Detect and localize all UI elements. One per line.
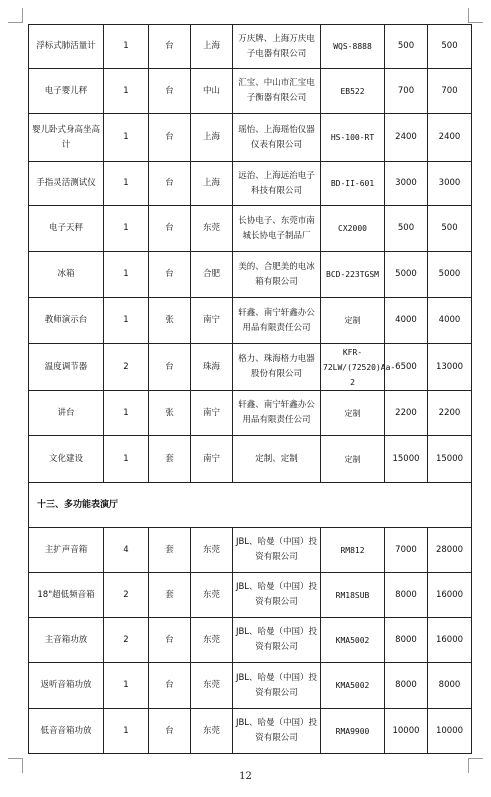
cell-origin: 东莞 <box>191 528 233 573</box>
cell-qty: 1 <box>104 663 149 709</box>
cell-name: 低音音箱功放 <box>29 709 104 754</box>
cell-name: 浮标式肺活量计 <box>29 25 104 69</box>
cell-model: BCD-223TGSM <box>321 252 385 298</box>
cell-model: KMA5002 <box>321 618 385 663</box>
cell-model: RM18SUB <box>321 573 385 618</box>
cell-price: 8000 <box>385 663 428 709</box>
cell-name: 文化建设 <box>29 436 104 483</box>
cell-price: 500 <box>385 25 428 69</box>
table-row <box>29 206 472 252</box>
cell-unit: 台 <box>149 663 191 709</box>
table-row <box>29 391 472 436</box>
cell-total: 2200 <box>428 391 472 436</box>
cell-model: CX2000 <box>321 206 385 252</box>
cell-origin: 上海 <box>191 114 233 162</box>
cell-unit: 台 <box>149 618 191 663</box>
cell-qty: 1 <box>104 206 149 252</box>
equipment-table <box>28 24 472 754</box>
cell-unit: 张 <box>149 298 191 344</box>
cell-name: 婴儿卧式身高坐高计 <box>29 114 104 162</box>
cell-mfr: 长协电子、东莞市南城长协电子制品厂 <box>233 206 321 252</box>
cell-unit: 台 <box>149 69 191 114</box>
cell-origin: 南宁 <box>191 298 233 344</box>
cell-total: 16000 <box>428 573 472 618</box>
cell-price: 5000 <box>385 252 428 298</box>
cell-qty: 1 <box>104 391 149 436</box>
cell-total: 4000 <box>428 298 472 344</box>
cell-origin: 东莞 <box>191 709 233 754</box>
cell-mfr: 汇宝、中山市汇宝电子衡器有限公司 <box>233 69 321 114</box>
cell-name: 18"超低频音箱 <box>29 573 104 618</box>
cell-total: 10000 <box>428 709 472 754</box>
table-row <box>29 162 472 206</box>
cell-name: 讲台 <box>29 391 104 436</box>
cell-unit: 台 <box>149 709 191 754</box>
cell-total: 500 <box>428 206 472 252</box>
table-row <box>29 69 472 114</box>
cell-origin: 中山 <box>191 69 233 114</box>
cell-name: 教师演示台 <box>29 298 104 344</box>
cell-mfr: 轩鑫、南宁轩鑫办公用品有限责任公司 <box>233 391 321 436</box>
cell-origin: 合肥 <box>191 252 233 298</box>
cell-total: 28000 <box>428 528 472 573</box>
cell-mfr: 定制、定制 <box>233 436 321 483</box>
table-row <box>29 528 472 573</box>
cell-unit: 台 <box>149 344 191 391</box>
cell-origin: 南宁 <box>191 391 233 436</box>
cell-name: 手指灵活测试仪 <box>29 162 104 206</box>
cell-model: WQS-8888 <box>321 25 385 69</box>
cell-qty: 1 <box>104 162 149 206</box>
table-row <box>29 252 472 298</box>
cell-model: RM812 <box>321 528 385 573</box>
cell-price: 15000 <box>385 436 428 483</box>
cell-origin: 珠海 <box>191 344 233 391</box>
cell-total: 16000 <box>428 618 472 663</box>
cell-price: 2400 <box>385 114 428 162</box>
cell-mfr: 格力、珠海格力电器股份有限公司 <box>233 344 321 391</box>
cell-qty: 1 <box>104 69 149 114</box>
cell-mfr: JBL、哈曼（中国）投资有限公司 <box>233 573 321 618</box>
table-row <box>29 114 472 162</box>
cell-origin: 东莞 <box>191 206 233 252</box>
cell-price: 3000 <box>385 162 428 206</box>
table-row <box>29 663 472 709</box>
cell-price: 700 <box>385 69 428 114</box>
cell-price: 8000 <box>385 573 428 618</box>
cell-qty: 2 <box>104 573 149 618</box>
cell-origin: 南宁 <box>191 436 233 483</box>
cell-price: 8000 <box>385 618 428 663</box>
cell-qty: 2 <box>104 618 149 663</box>
cell-mfr: 瑶怡、上海瑶怡仪器仪表有限公司 <box>233 114 321 162</box>
cell-total: 700 <box>428 69 472 114</box>
cell-model: KMA5002 <box>321 663 385 709</box>
cell-qty: 1 <box>104 436 149 483</box>
cell-model: EB522 <box>321 69 385 114</box>
cell-origin: 上海 <box>191 162 233 206</box>
table-row <box>29 573 472 618</box>
table-body-first <box>29 25 472 483</box>
cell-mfr: JBL、哈曼（中国）投资有限公司 <box>233 618 321 663</box>
cell-unit: 台 <box>149 162 191 206</box>
cell-total: 13000 <box>428 344 472 391</box>
cell-unit: 台 <box>149 252 191 298</box>
cell-mfr: JBL、哈曼（中国）投资有限公司 <box>233 663 321 709</box>
cell-model: 定制 <box>321 298 385 344</box>
table-row <box>29 709 472 754</box>
table-row <box>29 298 472 344</box>
cell-origin: 东莞 <box>191 663 233 709</box>
cell-unit: 套 <box>149 573 191 618</box>
cell-qty: 4 <box>104 528 149 573</box>
cell-total: 5000 <box>428 252 472 298</box>
cell-price: 4000 <box>385 298 428 344</box>
cell-qty: 1 <box>104 709 149 754</box>
cell-origin: 东莞 <box>191 573 233 618</box>
cell-unit: 台 <box>149 114 191 162</box>
cell-total: 500 <box>428 25 472 69</box>
cell-model: 定制 <box>321 436 385 483</box>
table-row <box>29 25 472 69</box>
cell-qty: 2 <box>104 344 149 391</box>
cell-qty: 1 <box>104 252 149 298</box>
crop-mark-top-right <box>468 8 483 23</box>
cell-total: 8000 <box>428 663 472 709</box>
cell-qty: 1 <box>104 298 149 344</box>
cell-total: 2400 <box>428 114 472 162</box>
cell-model: HS-100-RT <box>321 114 385 162</box>
cell-name: 电子天秤 <box>29 206 104 252</box>
table-row <box>29 618 472 663</box>
page-number: 12 <box>239 771 252 782</box>
cell-unit: 套 <box>149 436 191 483</box>
cell-mfr: 轩鑫、南宁轩鑫办公用品有限责任公司 <box>233 298 321 344</box>
cell-name: 主音箱功放 <box>29 618 104 663</box>
cell-total: 3000 <box>428 162 472 206</box>
cell-name: 温度调节器 <box>29 344 104 391</box>
cell-total: 15000 <box>428 436 472 483</box>
cell-model: KFR-72LW/(72520)Aa-2 <box>321 344 385 391</box>
cell-mfr: JBL、哈曼（中国）投资有限公司 <box>233 709 321 754</box>
cell-mfr: 美的、合肥美的电冰箱有限公司 <box>233 252 321 298</box>
table-row <box>29 436 472 483</box>
cell-mfr: 远治、上海远治电子科技有限公司 <box>233 162 321 206</box>
cell-mfr: JBL、哈曼（中国）投资有限公司 <box>233 528 321 573</box>
cell-model: 定制 <box>321 391 385 436</box>
crop-mark-top-left <box>8 8 23 23</box>
cell-unit: 套 <box>149 528 191 573</box>
cell-unit: 台 <box>149 25 191 69</box>
cell-price: 2200 <box>385 391 428 436</box>
cell-qty: 1 <box>104 114 149 162</box>
cell-model: RMA9900 <box>321 709 385 754</box>
cell-origin: 东莞 <box>191 618 233 663</box>
cell-price: 7000 <box>385 528 428 573</box>
table-body-second <box>29 528 472 754</box>
section-header-row <box>29 483 472 528</box>
cell-name: 电子婴儿秤 <box>29 69 104 114</box>
cell-name: 冰箱 <box>29 252 104 298</box>
cell-qty: 1 <box>104 25 149 69</box>
cell-price: 10000 <box>385 709 428 754</box>
cell-price: 6500 <box>385 344 428 391</box>
section-title: 十三、多功能表演厅 <box>29 483 472 528</box>
cell-origin: 上海 <box>191 25 233 69</box>
cell-mfr: 万庆牌、上海万庆电子电器有限公司 <box>233 25 321 69</box>
cell-unit: 台 <box>149 206 191 252</box>
cell-model: BD-II-601 <box>321 162 385 206</box>
table-row <box>29 344 472 391</box>
cell-name: 返听音箱功放 <box>29 663 104 709</box>
cell-price: 500 <box>385 206 428 252</box>
cell-name: 主扩声音箱 <box>29 528 104 573</box>
cell-unit: 张 <box>149 391 191 436</box>
